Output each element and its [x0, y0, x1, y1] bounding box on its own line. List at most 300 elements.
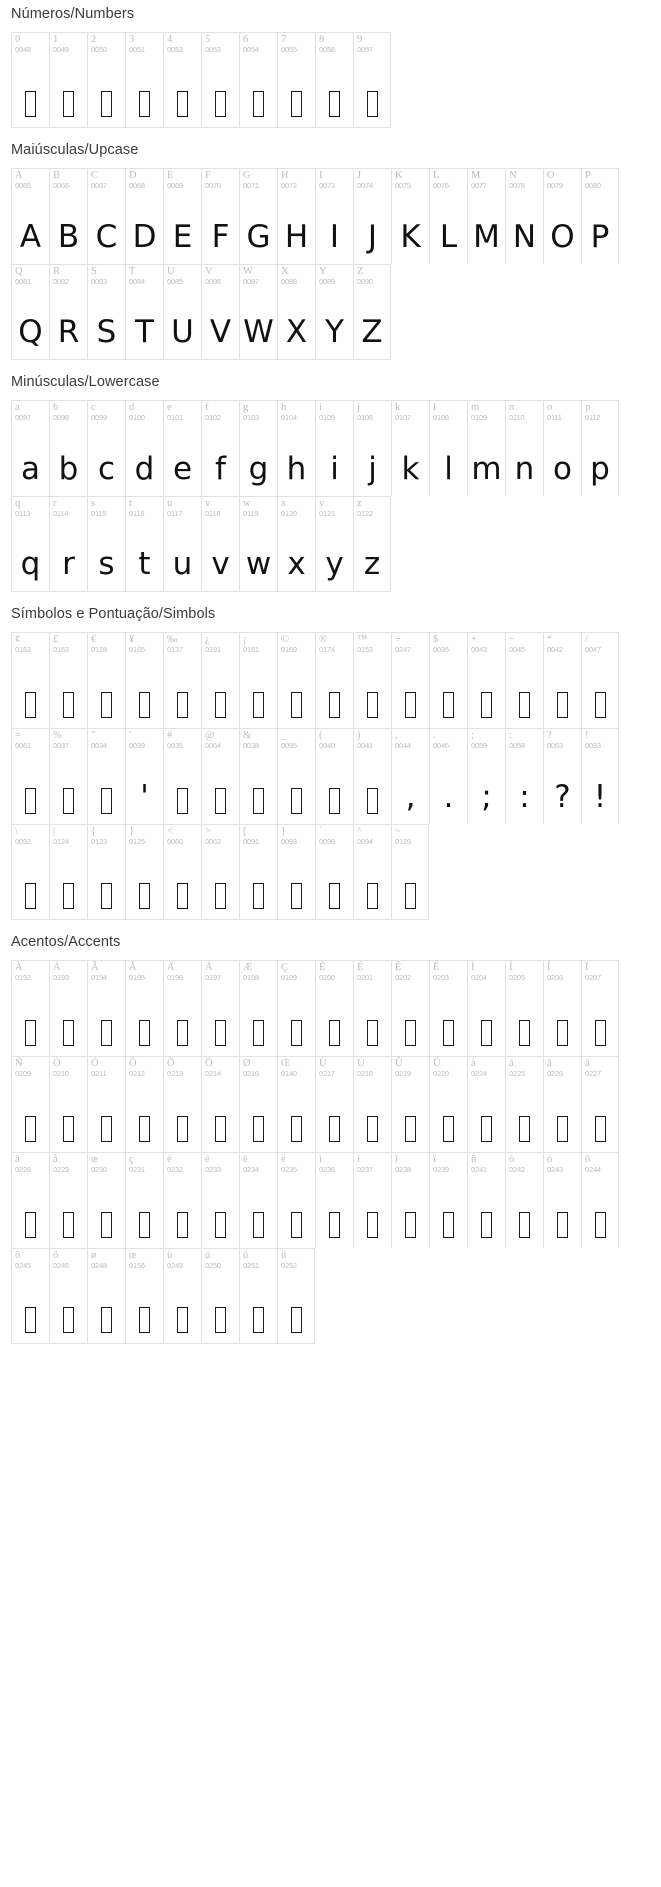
glyph-char-label: n [509, 402, 515, 413]
glyph-cell[interactable] [429, 1152, 467, 1248]
glyph-cell[interactable] [277, 824, 315, 920]
glyph-cell[interactable] [163, 1056, 201, 1152]
glyph-char-label: Ï [585, 962, 589, 973]
glyph-cell[interactable] [11, 824, 49, 920]
glyph-code-label: 0085 [167, 277, 183, 286]
glyph-cell[interactable] [125, 168, 163, 264]
tofu-box [139, 1116, 150, 1142]
tofu-box [25, 883, 36, 909]
glyph-cell[interactable] [239, 400, 277, 496]
glyph-cell[interactable] [505, 1056, 543, 1152]
glyph-char-label: U [167, 266, 175, 277]
glyph-cell[interactable] [11, 960, 49, 1056]
glyph-char-label: 2 [91, 34, 97, 45]
glyph-cell[interactable] [505, 400, 543, 496]
glyph-cell[interactable] [11, 632, 49, 728]
tofu-box [519, 1020, 530, 1046]
glyph-cell[interactable] [277, 168, 315, 264]
glyph-cell[interactable] [49, 824, 87, 920]
glyph-cell[interactable] [49, 1152, 87, 1248]
glyph-cell[interactable] [49, 264, 87, 360]
glyph-cell[interactable] [505, 632, 543, 728]
glyph-code-label: 0227 [585, 1069, 601, 1078]
glyph-char-label: Ô [129, 1058, 137, 1069]
glyph-cell[interactable] [467, 400, 505, 496]
glyph-char-label: 9 [357, 34, 363, 45]
glyph-cell[interactable] [543, 168, 581, 264]
glyph-cell[interactable] [125, 960, 163, 1056]
glyph-cell[interactable] [125, 728, 163, 824]
missing-glyph-icon [278, 1108, 315, 1142]
glyph-cell[interactable] [11, 32, 49, 128]
missing-glyph-icon [126, 1012, 163, 1046]
missing-glyph-icon [202, 1204, 239, 1238]
glyph-cell[interactable] [277, 1152, 315, 1248]
glyph-cell[interactable] [163, 960, 201, 1056]
glyph-char-label: 8 [319, 34, 325, 45]
glyph-cell[interactable] [391, 824, 429, 920]
glyph-code-label: 0074 [357, 181, 373, 190]
glyph-cell[interactable] [125, 400, 163, 496]
glyph-cell[interactable] [87, 824, 125, 920]
glyph-cell[interactable] [125, 1248, 163, 1344]
tofu-box [253, 1020, 264, 1046]
glyph-preview: b [58, 451, 79, 487]
glyph-cell[interactable] [315, 496, 353, 592]
tofu-box [443, 1212, 454, 1238]
glyph-cell[interactable] [277, 264, 315, 360]
glyph-cell[interactable] [391, 632, 429, 728]
glyph-cell[interactable] [239, 1248, 277, 1344]
glyph-cell[interactable] [11, 1056, 49, 1152]
glyph-cell[interactable] [201, 168, 239, 264]
glyph-cell[interactable] [125, 1152, 163, 1248]
glyph-cell[interactable] [49, 496, 87, 592]
glyph-cell[interactable] [277, 728, 315, 824]
glyph-char-label: Ë [433, 962, 440, 973]
glyph-cell[interactable] [201, 264, 239, 360]
glyph-preview: I [329, 219, 340, 255]
glyph-char-label: Õ [167, 1058, 175, 1069]
glyph-code-label: 0086 [205, 277, 221, 286]
missing-glyph-icon [316, 83, 353, 117]
glyph-cell[interactable] [391, 168, 429, 264]
glyph-cell[interactable] [277, 496, 315, 592]
glyph-cell[interactable] [353, 824, 391, 920]
missing-glyph-icon [468, 1204, 505, 1238]
glyph-code-label: 0218 [357, 1069, 373, 1078]
glyph-cell[interactable] [505, 960, 543, 1056]
glyph-cell[interactable] [429, 632, 467, 728]
glyph-code-label: 0091 [243, 837, 259, 846]
glyph-cell[interactable] [543, 632, 581, 728]
missing-glyph-icon [278, 684, 315, 718]
missing-glyph-icon [316, 1108, 353, 1142]
glyph-cell[interactable] [11, 168, 49, 264]
glyph-cell[interactable] [353, 400, 391, 496]
glyph-char-label: Y [319, 266, 327, 277]
tofu-box [595, 1212, 606, 1238]
glyph-cell[interactable] [315, 264, 353, 360]
glyph-code-label: 0099 [91, 413, 107, 422]
glyph-cell[interactable] [87, 32, 125, 128]
glyph-code-label: 0225 [509, 1069, 525, 1078]
glyph-cell[interactable] [315, 960, 353, 1056]
glyph-code-label: 0089 [319, 277, 335, 286]
glyph-cell[interactable] [125, 632, 163, 728]
glyph-cell[interactable] [429, 960, 467, 1056]
glyph-cell[interactable] [11, 496, 49, 592]
glyph-cell[interactable] [87, 168, 125, 264]
glyph-preview: K [400, 219, 421, 255]
glyph-char-label: ¿ [205, 634, 210, 645]
glyph-cell[interactable] [201, 400, 239, 496]
glyph-code-label: 0109 [471, 413, 487, 422]
glyph-cell[interactable] [543, 728, 581, 824]
glyph-cell[interactable] [11, 264, 49, 360]
glyph-cell[interactable] [239, 496, 277, 592]
tofu-box [367, 1212, 378, 1238]
glyph-char-label: k [395, 402, 401, 413]
glyph-code-label: 0209 [15, 1069, 31, 1078]
section-symbols [0, 592, 661, 920]
glyph-code-label: 0066 [53, 181, 69, 190]
glyph-cell[interactable] [125, 1056, 163, 1152]
glyph-cell[interactable] [353, 32, 391, 128]
tofu-box [253, 1307, 264, 1333]
glyph-cell[interactable] [239, 960, 277, 1056]
glyph-cell[interactable] [277, 1248, 315, 1344]
glyph-code-label: 0090 [357, 277, 373, 286]
glyph-code-label: 0045 [509, 645, 525, 654]
glyph-code-label: 0194 [91, 973, 107, 982]
glyph-char-label: É [357, 962, 364, 973]
glyph-cell[interactable] [125, 824, 163, 920]
glyph-cell[interactable] [49, 1056, 87, 1152]
glyph-char-label: o [547, 402, 553, 413]
missing-glyph-icon [12, 875, 49, 909]
glyph-code-label: 0140 [281, 1069, 297, 1078]
glyph-cell[interactable] [467, 1152, 505, 1248]
glyph-cell[interactable] [239, 728, 277, 824]
glyph-cell[interactable] [581, 728, 619, 824]
glyph-cell[interactable] [277, 632, 315, 728]
glyph-cell[interactable] [87, 960, 125, 1056]
glyph-cell[interactable] [543, 960, 581, 1056]
glyph-char-label: é [205, 1154, 210, 1165]
glyph-cell[interactable] [315, 632, 353, 728]
glyph-row [11, 32, 391, 128]
glyph-char-label: S [91, 266, 97, 277]
glyph-cell[interactable] [49, 632, 87, 728]
glyph-cell[interactable] [277, 1056, 315, 1152]
glyph-cell[interactable] [163, 400, 201, 496]
glyph-char-label: * [547, 634, 553, 645]
glyph-preview: u [172, 546, 193, 582]
glyph-char-label: Ã [129, 962, 137, 973]
glyph-cell[interactable] [353, 1056, 391, 1152]
glyph-cell[interactable] [239, 168, 277, 264]
glyph-cell[interactable] [467, 1056, 505, 1152]
glyph-char-label: I [319, 170, 323, 181]
glyph-cell[interactable] [201, 1248, 239, 1344]
missing-glyph-icon [468, 684, 505, 718]
missing-glyph-icon [392, 1012, 429, 1046]
glyph-char-label: ì [319, 1154, 322, 1165]
glyph-cell[interactable] [353, 1152, 391, 1248]
missing-glyph-icon [12, 1108, 49, 1142]
glyph-cell[interactable] [87, 264, 125, 360]
glyph-preview: C [95, 219, 118, 255]
glyph-char-label: b [53, 402, 59, 413]
missing-glyph-icon [240, 780, 277, 814]
glyph-cell[interactable] [163, 496, 201, 592]
glyph-cell[interactable] [201, 632, 239, 728]
glyph-cell[interactable] [125, 496, 163, 592]
glyph-cell[interactable] [391, 1152, 429, 1248]
glyph-cell[interactable] [315, 728, 353, 824]
tofu-box [101, 1020, 112, 1046]
glyph-cell[interactable] [581, 168, 619, 264]
section-title: Minúsculas/Lowercase [11, 374, 160, 390]
glyph-char-label: A [15, 170, 23, 181]
glyph-cell[interactable] [581, 632, 619, 728]
glyph-preview: s [98, 546, 115, 582]
glyph-cell[interactable] [391, 400, 429, 496]
glyph-cell[interactable] [163, 632, 201, 728]
glyph-cell[interactable] [163, 1152, 201, 1248]
glyph-char-label: ô [585, 1154, 591, 1165]
glyph-cell[interactable] [315, 400, 353, 496]
glyph-char-label: õ [15, 1250, 21, 1261]
missing-glyph-icon [164, 780, 201, 814]
missing-glyph-icon [354, 1204, 391, 1238]
missing-glyph-icon [12, 1012, 49, 1046]
missing-glyph-icon [12, 1204, 49, 1238]
tofu-box [329, 883, 340, 909]
glyph-cell[interactable] [467, 632, 505, 728]
glyph-code-label: 0050 [91, 45, 107, 54]
glyph-cell[interactable] [353, 728, 391, 824]
glyph-cell[interactable] [163, 824, 201, 920]
glyph-code-label: 0197 [205, 973, 221, 982]
glyph-cell[interactable] [391, 1056, 429, 1152]
glyph-cell[interactable] [353, 960, 391, 1056]
glyph-code-label: 0111 [547, 413, 562, 422]
glyph-char-label: Û [395, 1058, 403, 1069]
glyph-cell[interactable] [391, 728, 429, 824]
glyph-code-label: 0062 [205, 837, 221, 846]
glyph-cell[interactable] [315, 1152, 353, 1248]
glyph-cell[interactable] [239, 824, 277, 920]
glyph-cell[interactable] [49, 728, 87, 824]
glyph-cell[interactable] [87, 728, 125, 824]
glyph-code-label: 0088 [281, 277, 297, 286]
glyph-cell[interactable] [315, 168, 353, 264]
glyph-code-label: 0082 [53, 277, 69, 286]
glyph-cell[interactable] [49, 400, 87, 496]
tofu-box [63, 1020, 74, 1046]
glyph-cell[interactable] [239, 1152, 277, 1248]
glyph-cell[interactable] [353, 264, 391, 360]
glyph-code-label: 0198 [243, 973, 259, 982]
glyph-cell[interactable] [315, 32, 353, 128]
glyph-cell[interactable] [239, 1056, 277, 1152]
glyph-cell[interactable] [87, 1152, 125, 1248]
tofu-box [63, 91, 74, 117]
glyph-cell[interactable] [467, 960, 505, 1056]
glyph-char-label: d [129, 402, 135, 413]
tofu-box [101, 1212, 112, 1238]
missing-glyph-icon [88, 83, 125, 117]
glyph-cell[interactable] [163, 32, 201, 128]
glyph-cell[interactable] [239, 264, 277, 360]
missing-glyph-icon [278, 780, 315, 814]
glyph-cell[interactable] [353, 496, 391, 592]
glyph-cell[interactable] [543, 400, 581, 496]
missing-glyph-icon [430, 1204, 467, 1238]
glyph-preview: : [519, 779, 530, 815]
glyph-cell[interactable] [49, 32, 87, 128]
glyph-cell[interactable] [163, 168, 201, 264]
glyph-cell[interactable] [429, 400, 467, 496]
glyph-cell[interactable] [11, 1248, 49, 1344]
missing-glyph-icon [240, 1204, 277, 1238]
glyph-cell[interactable] [87, 1248, 125, 1344]
glyph-char-label: ÷ [395, 634, 401, 645]
glyph-char-label: j [357, 402, 360, 413]
tofu-box [405, 1020, 416, 1046]
tofu-box [25, 692, 36, 718]
glyph-preview: r [62, 546, 75, 582]
glyph-code-label: 0200 [319, 973, 335, 982]
glyph-cell[interactable] [581, 400, 619, 496]
glyph-cell[interactable] [201, 960, 239, 1056]
glyph-code-label: 0192 [15, 973, 31, 982]
tofu-box [329, 1212, 340, 1238]
glyph-cell[interactable] [315, 824, 353, 920]
glyph-preview: H [284, 219, 309, 255]
glyph-cell[interactable] [11, 400, 49, 496]
glyph-cell[interactable] [239, 632, 277, 728]
glyph-code-label: 0237 [357, 1165, 373, 1174]
glyph-cell[interactable] [315, 1056, 353, 1152]
glyph-char-label: x [281, 498, 287, 509]
glyph-code-label: 0084 [129, 277, 145, 286]
missing-glyph-icon [164, 1108, 201, 1142]
glyph-cell[interactable] [581, 1152, 619, 1248]
glyph-cell[interactable] [125, 32, 163, 128]
glyph-char-label: Ú [357, 1058, 365, 1069]
glyph-cell[interactable] [353, 168, 391, 264]
glyph-code-label: 0163 [53, 645, 69, 654]
glyph-cell[interactable] [581, 1056, 619, 1152]
glyph-cell[interactable] [277, 32, 315, 128]
glyph-cell[interactable] [543, 1152, 581, 1248]
missing-glyph-icon [12, 83, 49, 117]
glyph-cell[interactable] [87, 400, 125, 496]
glyph-char-label: î [395, 1154, 398, 1165]
glyph-char-label: O [547, 170, 555, 181]
glyph-cell[interactable] [505, 1152, 543, 1248]
glyph-cell[interactable] [11, 728, 49, 824]
glyph-cell[interactable] [429, 1056, 467, 1152]
glyph-cell[interactable] [49, 960, 87, 1056]
glyph-code-label: 0122 [357, 509, 373, 518]
missing-glyph-icon [316, 780, 353, 814]
glyph-cell[interactable] [11, 1152, 49, 1248]
tofu-box [367, 788, 378, 814]
tofu-box [139, 883, 150, 909]
glyph-cell[interactable] [277, 960, 315, 1056]
glyph-char-label: @ [205, 730, 215, 741]
glyph-cell[interactable] [87, 1056, 125, 1152]
glyph-char-label: − [509, 634, 515, 645]
missing-glyph-icon [544, 684, 581, 718]
glyph-cell[interactable] [49, 168, 87, 264]
glyph-cell[interactable] [543, 1056, 581, 1152]
glyph-cell[interactable] [87, 632, 125, 728]
glyph-char-label: / [585, 634, 588, 645]
glyph-cell[interactable] [163, 1248, 201, 1344]
glyph-code-label: 0092 [15, 837, 31, 846]
glyph-cell[interactable] [391, 960, 429, 1056]
glyph-cell[interactable] [87, 496, 125, 592]
glyph-cell[interactable] [429, 168, 467, 264]
glyph-char-label: ^ [357, 826, 362, 837]
glyph-cell[interactable] [163, 264, 201, 360]
glyph-preview: Y [325, 314, 344, 350]
glyph-code-label: 0165 [129, 645, 145, 654]
glyph-char-label: ã [585, 1058, 590, 1069]
glyph-cell[interactable] [353, 632, 391, 728]
missing-glyph-icon [430, 684, 467, 718]
glyph-cell[interactable] [201, 824, 239, 920]
glyph-char-label: ñ [471, 1154, 477, 1165]
glyph-cell[interactable] [581, 960, 619, 1056]
glyph-code-label: 0041 [357, 741, 373, 750]
glyph-cell[interactable] [201, 728, 239, 824]
glyph-cell[interactable] [429, 728, 467, 824]
glyph-preview: J [367, 219, 378, 255]
tofu-box [215, 1212, 226, 1238]
glyph-cell[interactable] [239, 32, 277, 128]
glyph-cell[interactable] [201, 32, 239, 128]
glyph-code-label: 0118 [205, 509, 221, 518]
tofu-box [481, 1116, 492, 1142]
missing-glyph-icon [12, 1299, 49, 1333]
glyph-code-label: 0096 [319, 837, 335, 846]
glyph-cell[interactable] [49, 1248, 87, 1344]
glyph-code-label: 0120 [281, 509, 297, 518]
glyph-cell[interactable] [201, 496, 239, 592]
glyph-cell[interactable] [201, 1152, 239, 1248]
glyph-cell[interactable] [125, 264, 163, 360]
glyph-cell[interactable] [201, 1056, 239, 1152]
missing-glyph-icon [240, 83, 277, 117]
glyph-cell[interactable] [505, 728, 543, 824]
glyph-cell[interactable] [163, 728, 201, 824]
tofu-box [367, 883, 378, 909]
tofu-box [215, 788, 226, 814]
tofu-box [519, 1116, 530, 1142]
glyph-cell[interactable] [467, 728, 505, 824]
glyph-cell[interactable] [505, 168, 543, 264]
glyph-cell[interactable] [467, 168, 505, 264]
glyph-char-label: K [395, 170, 403, 181]
glyph-cell[interactable] [277, 400, 315, 496]
glyph-code-label: 0064 [205, 741, 221, 750]
